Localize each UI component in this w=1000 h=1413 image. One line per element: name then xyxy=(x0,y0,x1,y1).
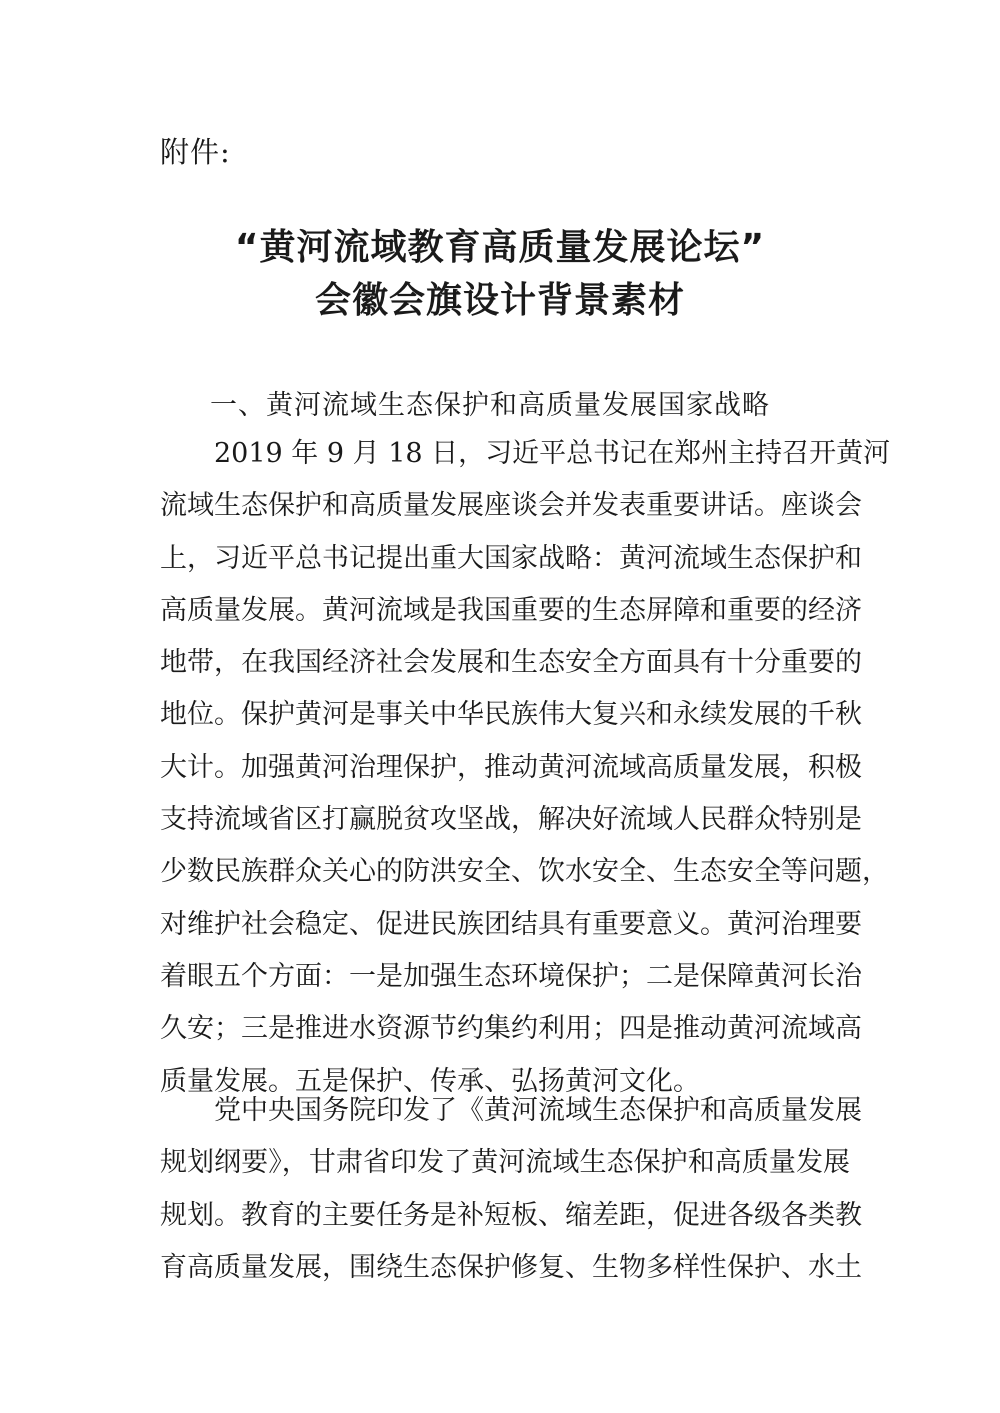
attachment-label: 附件: xyxy=(160,135,231,169)
paragraph-line: 上，习近平总书记提出重大国家战略：黄河流域生态保护和 xyxy=(160,542,862,574)
paragraph-1 xyxy=(160,428,891,1108)
paragraph-line: 大计。加强黄河治理保护，推动黄河流域高质量发展，积极 xyxy=(160,751,862,783)
paragraph-line: 地位。保护黄河是事关中华民族伟大复兴和永续发展的千秋 xyxy=(160,699,862,731)
paragraph-line: 质量发展。五是保护、传承、弘扬黄河文化。 xyxy=(160,1065,700,1097)
document-title-line-2: 会徽会旗设计背景素材 xyxy=(314,280,685,321)
paragraph-line: 着眼五个方面：一是加强生态环境保护；二是保障黄河长治 xyxy=(160,960,862,992)
paragraph-line: 少数民族群众关心的防洪安全、饮水安全、生态安全等问题， xyxy=(160,856,889,888)
paragraph-line: 党中央国务院印发了《黄河流域生态保护和高质量发展 xyxy=(214,1095,862,1126)
paragraph-line: 流域生态保护和高质量发展座谈会并发表重要讲话。座谈会 xyxy=(160,490,862,522)
section-heading: 一、黄河流域生态保护和高质量发展国家战略 xyxy=(210,390,770,421)
paragraph-line: 高质量发展。黄河流域是我国重要的生态屏障和重要的经济 xyxy=(160,594,862,626)
paragraph-line: 支持流域省区打赢脱贫攻坚战，解决好流域人民群众特别是 xyxy=(160,804,862,836)
document-title-line-1: “黄河流域教育高质量发展论坛” xyxy=(234,227,766,268)
paragraph-line: 对维护社会稳定、促进民族团结具有重要意义。黄河治理要 xyxy=(160,908,862,940)
paragraph-line: 久安；三是推进水资源节约集约利用；四是推动黄河流域高 xyxy=(160,1013,862,1045)
paragraph-line: 规划。教育的主要任务是补短板、缩差距，促进各级各类教 xyxy=(160,1199,862,1231)
paragraph-line: 规划纲要》，甘肃省印发了黄河流域生态保护和高质量发展 xyxy=(160,1147,850,1179)
paragraph-line: 2019 年 9 月 18 日，习近平总书记在郑州主持召开黄河 xyxy=(214,438,891,469)
paragraph-2 xyxy=(160,1085,862,1294)
paragraph-line: 地带，在我国经济社会发展和生态安全方面具有十分重要的 xyxy=(160,647,862,679)
paragraph-line: 育高质量发展，围绕生态保护修复、生物多样性保护、水土 xyxy=(160,1251,862,1283)
